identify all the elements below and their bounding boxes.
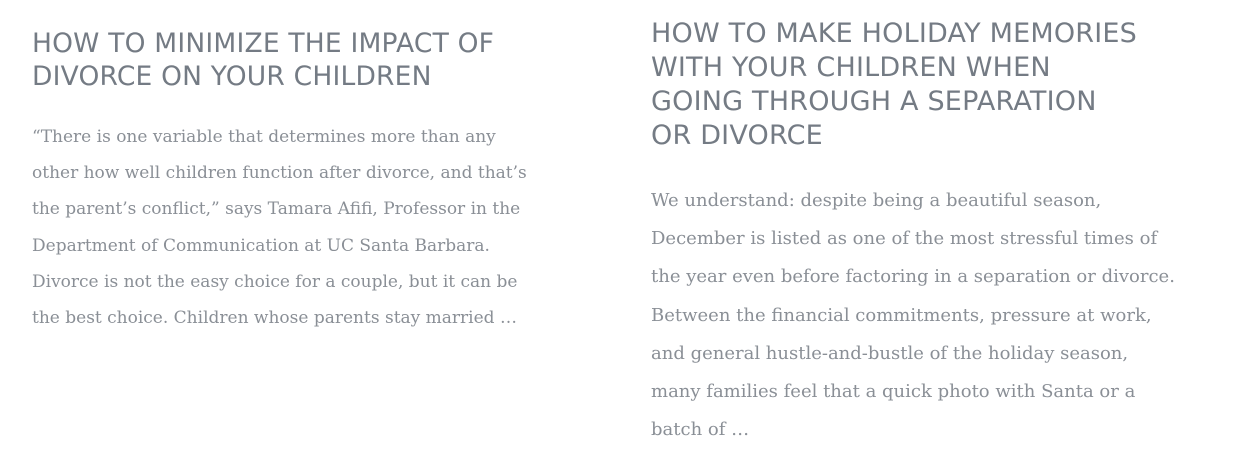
excerpt-line: and general hustle-and-bustle of the holiday season,: [651, 342, 1129, 364]
article-card-divorce-impact: [32, 0, 572, 336]
excerpt-line: the best choice. Children whose parents stay married …: [32, 308, 517, 329]
excerpt-line: the year even before factoring in a separation or divorce.: [651, 266, 1175, 288]
excerpt-line: December is listed as one of the most stressful times of: [651, 228, 1158, 250]
excerpt-line: many families feel that a quick photo with Santa or a: [651, 381, 1136, 403]
excerpt-line: Department of Communication at UC Santa Barbara.: [32, 235, 490, 256]
article-title-link[interactable]: [32, 27, 572, 93]
title-line[interactable]: WITH YOUR CHILDREN WHEN: [651, 52, 1051, 83]
excerpt-line: “There is one variable that determines more than any: [32, 127, 496, 147]
excerpt-line: We understand: despite being a beautiful season,: [651, 190, 1102, 211]
article-card-holiday-memories: [651, 0, 1231, 449]
title-line[interactable]: HOW TO MINIMIZE THE IMPACT OF: [32, 28, 495, 59]
article-excerpt: [651, 182, 1226, 449]
article-title-link[interactable]: [651, 17, 1231, 153]
title-line[interactable]: HOW TO MAKE HOLIDAY MEMORIES: [651, 18, 1138, 49]
excerpt-line: other how well children function after divorce, and that’s: [32, 163, 527, 184]
article-excerpt: [32, 119, 577, 336]
title-line[interactable]: GOING THROUGH A SEPARATION: [651, 86, 1097, 117]
title-line[interactable]: DIVORCE ON YOUR CHILDREN: [32, 61, 432, 92]
excerpt-line: batch of …: [651, 419, 750, 441]
excerpt-line: the parent’s conflict,” says Tamara Afifi, Professor in the: [32, 199, 521, 220]
title-line[interactable]: OR DIVORCE: [651, 120, 823, 151]
excerpt-line: Divorce is not the easy choice for a couple, but it can be: [32, 271, 518, 292]
excerpt-line: Between the financial commitments, pressure at work,: [651, 304, 1152, 326]
